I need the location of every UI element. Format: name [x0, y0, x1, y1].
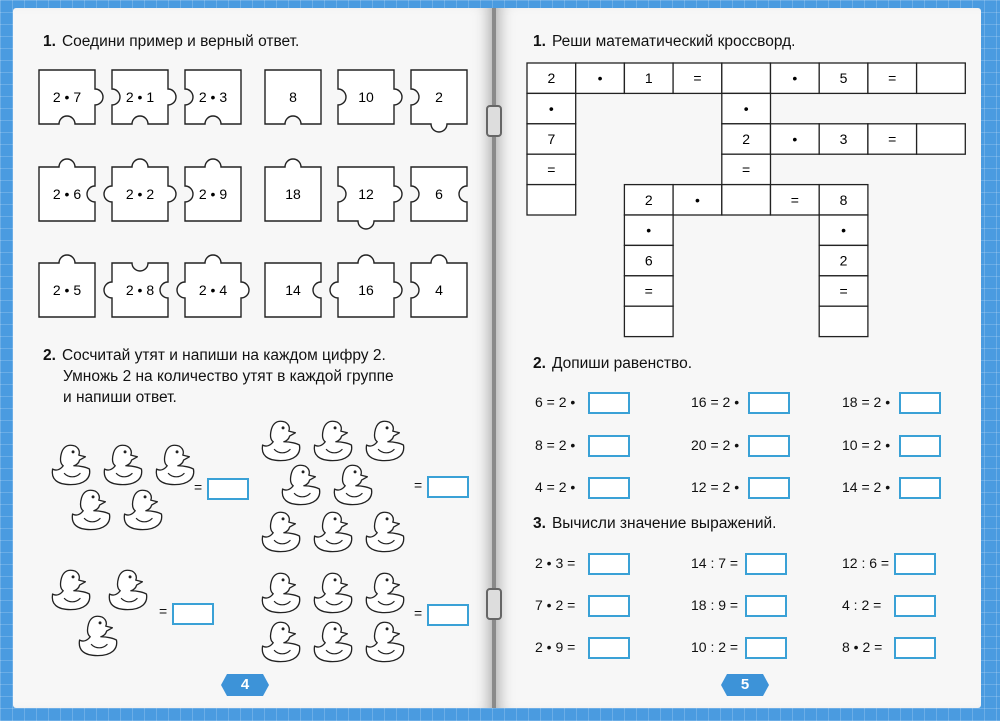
crossword-cell: [624, 276, 673, 306]
duck-icon: [334, 465, 371, 504]
crossword-cell-text: =: [888, 131, 897, 147]
crossword-cell: [576, 63, 625, 93]
task-line-2: Умножь 2 на количество утят в каждой группе: [63, 368, 394, 385]
task-text: Реши математический кроссворд.: [551, 33, 796, 50]
answer-box[interactable]: [588, 637, 630, 659]
crossword-cell: [771, 124, 820, 154]
answer-box-group2[interactable]: [427, 476, 469, 498]
equation: 14 = 2 •: [842, 479, 891, 495]
puzzle-label: 18: [285, 186, 301, 202]
duck-icon: [314, 421, 351, 460]
duck-icon: [366, 512, 403, 551]
crossword-cell-text: =: [547, 161, 556, 178]
crossword-cell: [624, 185, 673, 215]
page-number-right: 5: [727, 674, 763, 696]
puzzle-label: 12: [358, 186, 374, 202]
crossword-cell-text: •: [841, 222, 847, 239]
duck-icon: [262, 421, 299, 460]
duck-icon: [366, 622, 403, 661]
crossword-cell: [624, 245, 673, 275]
answer-box[interactable]: [894, 637, 936, 659]
crossword-cell: [819, 276, 868, 306]
duck-icon: [314, 573, 351, 612]
crossword-cell: [819, 185, 868, 215]
expression: 14 : 7 =: [691, 555, 739, 571]
answer-box[interactable]: [899, 435, 941, 457]
answer-box-group1[interactable]: [207, 478, 249, 500]
answer-box[interactable]: [588, 435, 630, 457]
crossword-cell: [624, 63, 673, 93]
duck-icon: [366, 421, 403, 460]
duck-icon: [52, 445, 89, 484]
crossword-cell: [527, 93, 576, 123]
crossword-cell-text: •: [548, 100, 554, 117]
puzzle-label: 2 • 9: [198, 186, 228, 202]
task-line-1: Сосчитай утят и напиши на каждом цифру 2.: [61, 347, 386, 364]
page-number-left: 4: [227, 674, 263, 696]
answer-box[interactable]: [748, 477, 790, 499]
crossword-cell-text: •: [792, 131, 798, 147]
duck-icon: [104, 445, 141, 484]
crossword-cell: [819, 245, 868, 275]
duck-icon: [79, 616, 116, 655]
crossword-cell-text: 2: [644, 191, 653, 208]
crossword-cell-text: 2: [547, 70, 556, 87]
answer-box[interactable]: [748, 392, 790, 414]
puzzle-label: 2 • 7: [52, 89, 82, 105]
expression: 18 : 9 =: [691, 597, 739, 613]
crossword-cell-text: 6: [644, 252, 653, 269]
answer-box[interactable]: [894, 553, 936, 575]
crossword-cell-text: •: [597, 70, 603, 87]
crossword-cell-text: =: [888, 70, 897, 87]
task-number: 2.: [533, 355, 546, 372]
answer-box[interactable]: [588, 595, 630, 617]
duck-icon: [366, 573, 403, 612]
crossword-cell-text: 1: [644, 70, 653, 87]
crossword-cell: [819, 215, 868, 245]
answer-box[interactable]: [745, 637, 787, 659]
crossword-cell-text: =: [742, 161, 751, 178]
duck-icon: [282, 465, 319, 504]
answer-box[interactable]: [748, 435, 790, 457]
crossword-cell: [527, 124, 576, 154]
duck-icon: [262, 512, 299, 551]
math-crossword: [0, 0, 1000, 345]
crossword-cell[interactable]: [722, 63, 771, 93]
puzzle-label: 2 • 2: [125, 186, 155, 202]
equation: 16 = 2 •: [691, 394, 740, 410]
crossword-cell: [722, 93, 771, 123]
answer-box-group3[interactable]: [172, 603, 214, 625]
puzzle-label: 2 • 6: [52, 186, 82, 202]
crossword-cell-text: =: [790, 191, 799, 208]
expression: 12 : 6 =: [842, 555, 890, 571]
crossword-cell-text: 2: [742, 131, 751, 147]
task-number: 1.: [533, 33, 546, 50]
duck-icon: [314, 622, 351, 661]
crossword-cell[interactable]: [917, 63, 966, 93]
task-text: Допиши равенство.: [551, 355, 692, 372]
task-number: 2.: [43, 347, 56, 364]
crossword-cell[interactable]: [819, 306, 868, 336]
crossword-cell[interactable]: [917, 124, 966, 154]
expression: 7 • 2 =: [535, 597, 576, 613]
crossword-cell: [819, 124, 868, 154]
duck-icon: [156, 445, 193, 484]
expression: 2 • 9 =: [535, 639, 576, 655]
equation: 6 = 2 •: [535, 394, 576, 410]
crossword-cell: [868, 63, 917, 93]
crossword-cell-text: •: [792, 70, 798, 87]
answer-box[interactable]: [745, 595, 787, 617]
right-task2-heading: [533, 353, 692, 374]
puzzle-label: 14: [285, 282, 301, 298]
crossword-cell: [624, 215, 673, 245]
duck-icon: [262, 573, 299, 612]
expression: 2 • 3 =: [535, 555, 576, 571]
crossword-cell-text: =: [839, 283, 848, 299]
crossword-cell-text: =: [693, 70, 702, 87]
equals-sign: =: [414, 477, 423, 493]
task-line-3: и напиши ответ.: [63, 389, 177, 406]
puzzle-label: 2 • 4: [198, 282, 228, 298]
equation: 12 = 2 •: [691, 479, 740, 495]
crossword-cell: [819, 63, 868, 93]
puzzle-label: 2: [435, 89, 443, 105]
crossword-cell-text: 2: [839, 252, 848, 269]
crossword-cell: [771, 63, 820, 93]
duck-icon: [109, 570, 146, 609]
equation: 20 = 2 •: [691, 437, 740, 453]
answer-box[interactable]: [588, 477, 630, 499]
crossword-cell-text: •: [646, 222, 652, 239]
equation: 18 = 2 •: [842, 394, 891, 410]
duck-icon: [52, 570, 89, 609]
crossword-cell: [771, 185, 820, 215]
right-task3-heading: [533, 513, 776, 534]
equation: 4 = 2 •: [535, 479, 576, 495]
answer-box[interactable]: [588, 553, 630, 575]
crossword-cell[interactable]: [624, 306, 673, 336]
duck-icon: [72, 490, 109, 529]
answer-box[interactable]: [745, 553, 787, 575]
equals-sign: =: [414, 605, 423, 621]
task-number: 1.: [43, 33, 56, 50]
equals-sign: =: [159, 603, 168, 619]
crossword-cell: [868, 124, 917, 154]
puzzle-label: 2 • 1: [125, 89, 155, 105]
answer-box[interactable]: [899, 477, 941, 499]
expression: 8 • 2 =: [842, 639, 883, 655]
crossword-cell: [527, 63, 576, 93]
equals-sign: =: [194, 479, 203, 495]
duck-icon: [124, 490, 161, 529]
crossword-cell: [673, 185, 722, 215]
puzzle-label: 8: [289, 89, 297, 105]
crossword-cell-text: 3: [839, 131, 848, 147]
task-number: 3.: [533, 515, 546, 532]
answer-box[interactable]: [588, 392, 630, 414]
expression: 10 : 2 =: [691, 639, 739, 655]
crossword-cell[interactable]: [722, 185, 771, 215]
task-text: Вычисли значение выражений.: [551, 515, 777, 532]
crossword-cell-text: 5: [839, 70, 848, 87]
crossword-cell-text: =: [644, 283, 653, 299]
puzzle-label: 16: [358, 282, 374, 298]
equation: 10 = 2 •: [842, 437, 891, 453]
crossword-cell: [527, 154, 576, 184]
crossword-cell-text: 7: [547, 131, 556, 147]
duck-icon: [314, 512, 351, 551]
answer-box[interactable]: [894, 595, 936, 617]
equation: 8 = 2 •: [535, 437, 576, 453]
crossword-cell: [722, 154, 771, 184]
expression: 4 : 2 =: [842, 597, 882, 613]
puzzle-label: 4: [435, 282, 443, 298]
crossword-cell: [673, 63, 722, 93]
puzzle-label: 6: [435, 186, 443, 202]
crossword-cell-text: •: [743, 100, 749, 117]
answer-box-group4[interactable]: [427, 604, 469, 626]
duck-icon: [262, 622, 299, 661]
crossword-cell-text: 8: [839, 191, 848, 208]
task-text: Соедини пример и верный ответ.: [61, 33, 300, 50]
puzzle-label: 10: [358, 89, 374, 105]
puzzle-label: 2 • 5: [52, 282, 82, 298]
answer-box[interactable]: [899, 392, 941, 414]
puzzle-label: 2 • 8: [125, 282, 155, 298]
crossword-cell[interactable]: [527, 185, 576, 215]
crossword-cell: [722, 124, 771, 154]
puzzle-label: 2 • 3: [198, 89, 228, 105]
crossword-cell-text: •: [694, 191, 700, 208]
